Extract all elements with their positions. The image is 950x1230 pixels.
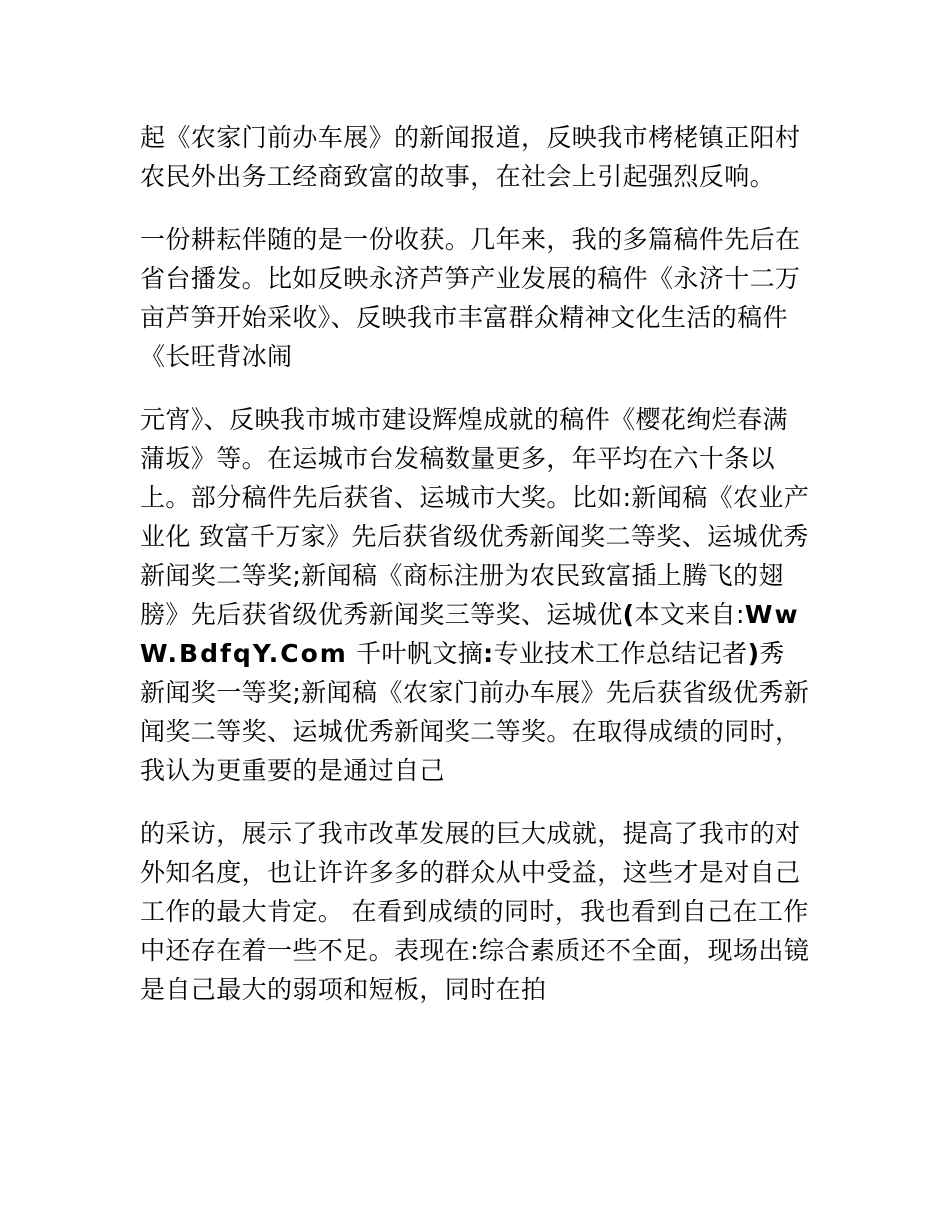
paragraph-2: 一份耕耘伴随的是一份收获。几年来，我的多篇稿件先后在省台播发。比如反映永济芦笋产业发展的稿件《永济十二万亩芦笋开始采收》、反映我市丰富群众精神文化生活的稿件《长旺背冰闹 [140,225,801,371]
source-paren-open: ( [622,600,635,629]
paragraph-3 [140,400,810,790]
source-colon: : [483,639,494,668]
source-label: 本文来自: [634,600,745,629]
paragraph-1: 起《农家门前办车展》的新闻报道，反映我市栲栳镇正阳村农民外出务工经商致富的故事，在社会上引起强烈反响。 [140,123,801,191]
document-body [140,118,810,1033]
paragraph-3-text-before: 元宵》、反映我市城市建设辉煌成就的稿件《樱花绚烂春满蒲坂》等。在运城市台发稿数量更多，年平均在六十条以上。部分稿件先后获省、运城市大奖。比如:新闻稿《农业产业化 致富千万家》先后获省级优秀新闻奖二等奖、运城优秀新闻奖二等奖;新闻稿《商标注册为农民致富插上腾飞的翅膀》先后获省级优秀新闻奖三等奖、运城优 [140,405,810,629]
source-title: 专业技术工作总结记者 [493,639,748,668]
source-url: WwW.BdfqY.Com [140,600,800,668]
paragraph-3-text-after: 秀新闻奖一等奖;新闻稿《农家门前办车展》先后获省级优秀新闻奖二等奖、运城优秀新闻奖二等奖。在取得成绩的同时，我认为更重要的是通过自己 [140,639,810,785]
source-site: 千叶帆文摘 [347,639,484,668]
paragraph-4: 的采访，展示了我市改革发展的巨大成就，提高了我市的对外知名度，也让许许多多的群众从中受益，这些才是对自己工作的最大肯定。 在看到成绩的同时，我也看到自己在工作中还存在着一些不足。表现在:综合素质还不全面，现场出镜是自己最大的弱项和短板，同时在拍 [140,819,810,1004]
source-paren-close: ) [747,639,760,668]
